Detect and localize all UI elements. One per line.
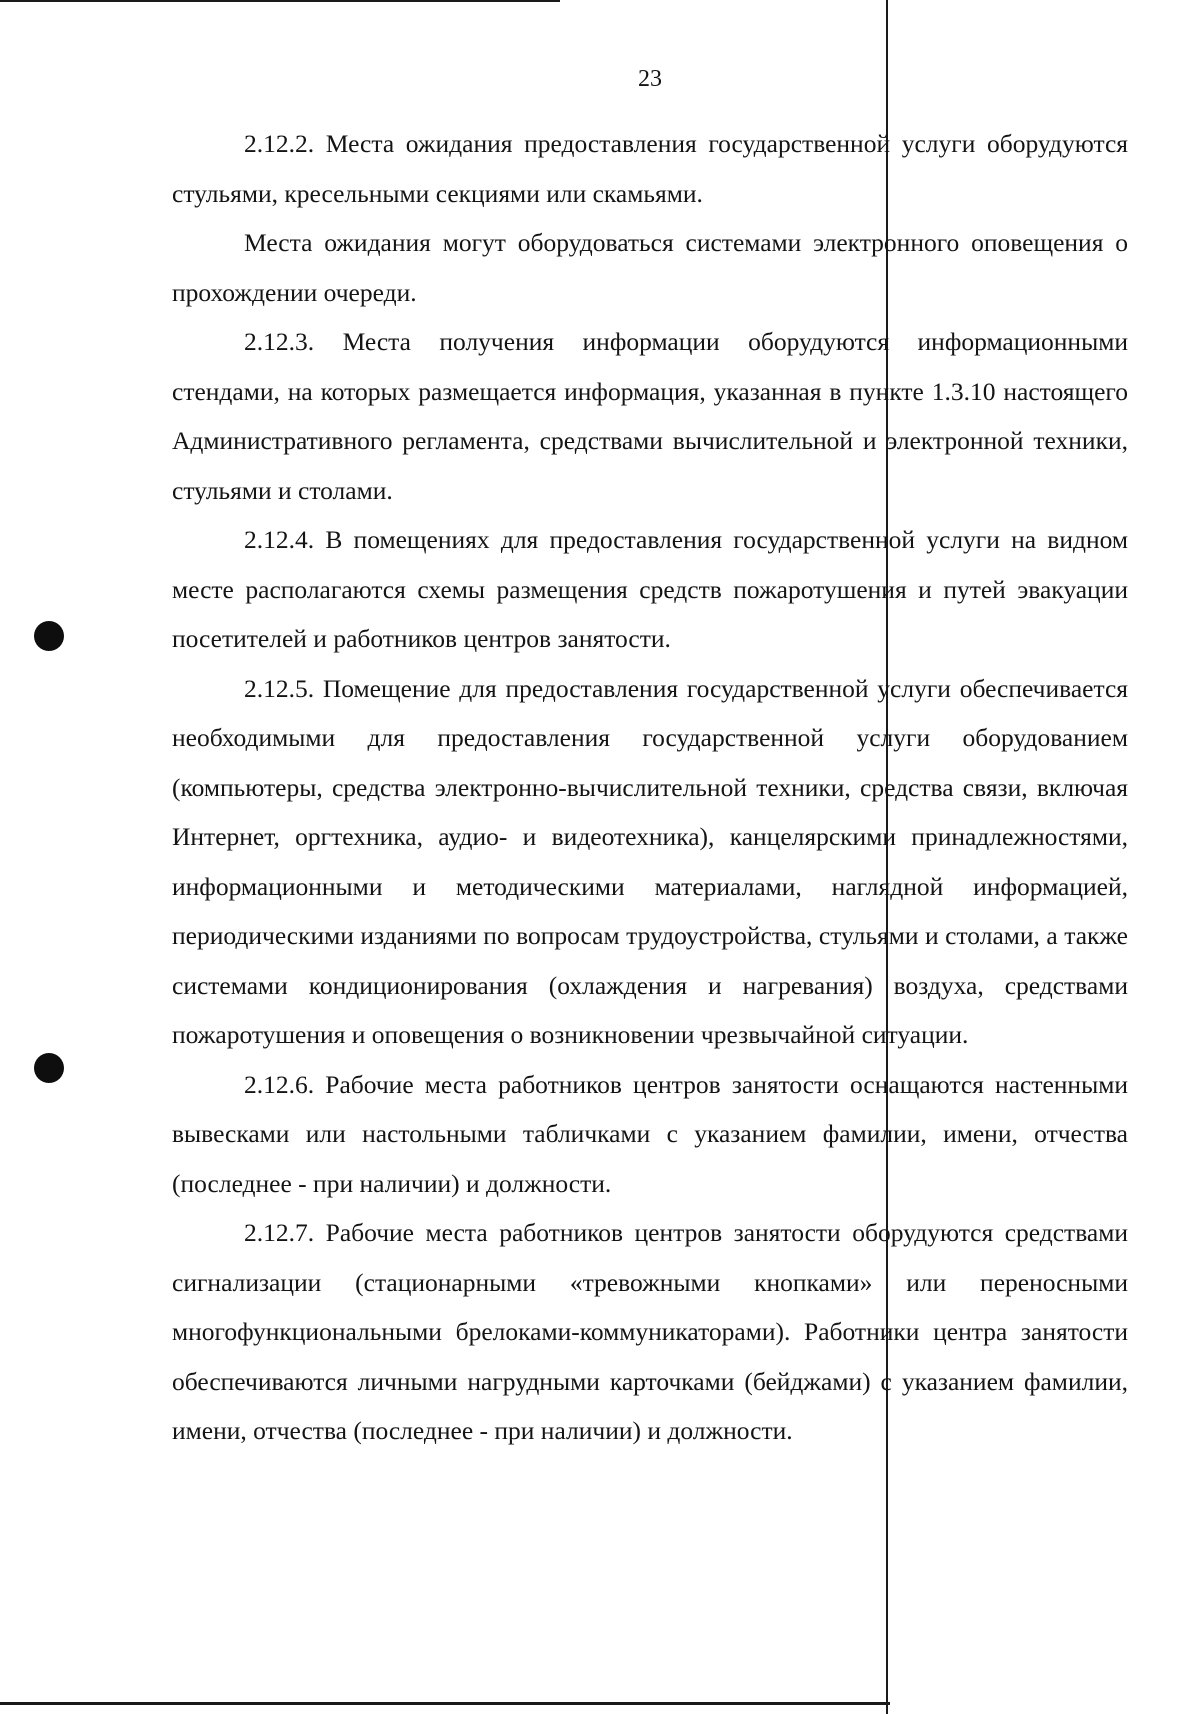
paragraph-2-12-4: 2.12.4. В помещениях для предоставления государственной услуги на видном месте располагаются схемы размещения средств пожаротушения и путей эвакуации посетителей и работников центров занятости. <box>172 525 1128 653</box>
paragraph-2-12-7: 2.12.7. Рабочие места работников центров занятости оборудуются средствами сигнализации (стационарными «тревожными кнопками» или переносными многофункциональными брелоками-коммуникаторами). Работники центра занятости обеспечиваются личными нагрудными карточками (бейджами) с указанием фамилии, имени, отчества (последнее - при наличии) и должности. <box>172 1218 1128 1445</box>
page-number: 23 <box>638 66 662 92</box>
paragraph-2-12-5: 2.12.5. Помещение для предоставления государственной услуги обеспечивается необходимыми для предоставления государственной услуги оборудованием (компьютеры, средства электронно-вычислительной техники, средства связи, включая Интернет, оргтехника, аудио- и видеотехника), канцелярскими принадлежностями, информационными и методическими материалами, наглядной информацией, периодическими изданиями по вопросам трудоустройства, стульями и столами, а также системами кондиционирования (охлаждения и нагревания) воздуха, средствами пожаротушения и оповещения о возникновении чрезвычайной ситуации. <box>172 673 1128 1049</box>
scan-border-bottom <box>0 1702 890 1705</box>
paragraph-2-12-3: 2.12.3. Места получения информации оборудуются информационными стендами, на которых размещается информация, указанная в пункте 1.3.10 настоящего Административного регламента, средствами вычислительной и электронной техники, стульями и столами. <box>172 327 1128 505</box>
punch-hole <box>34 621 64 651</box>
scan-border-top <box>0 0 560 2</box>
punch-hole <box>34 1053 64 1083</box>
paragraph-waiting-notification: Места ожидания могут оборудоваться системами электронного оповещения о прохождении очереди. <box>172 228 1128 307</box>
paragraph-2-12-6: 2.12.6. Рабочие места работников центров занятости оснащаются настенными вывесками или настольными табличками с указанием фамилии, имени, отчества (последнее - при наличии) и должности. <box>172 1069 1128 1198</box>
paragraph-2-12-2: 2.12.2. Места ожидания предоставления государственной услуги оборудуются стульями, кресельными секциями или скамьями. <box>172 129 1128 208</box>
document-body <box>172 119 1128 1456</box>
